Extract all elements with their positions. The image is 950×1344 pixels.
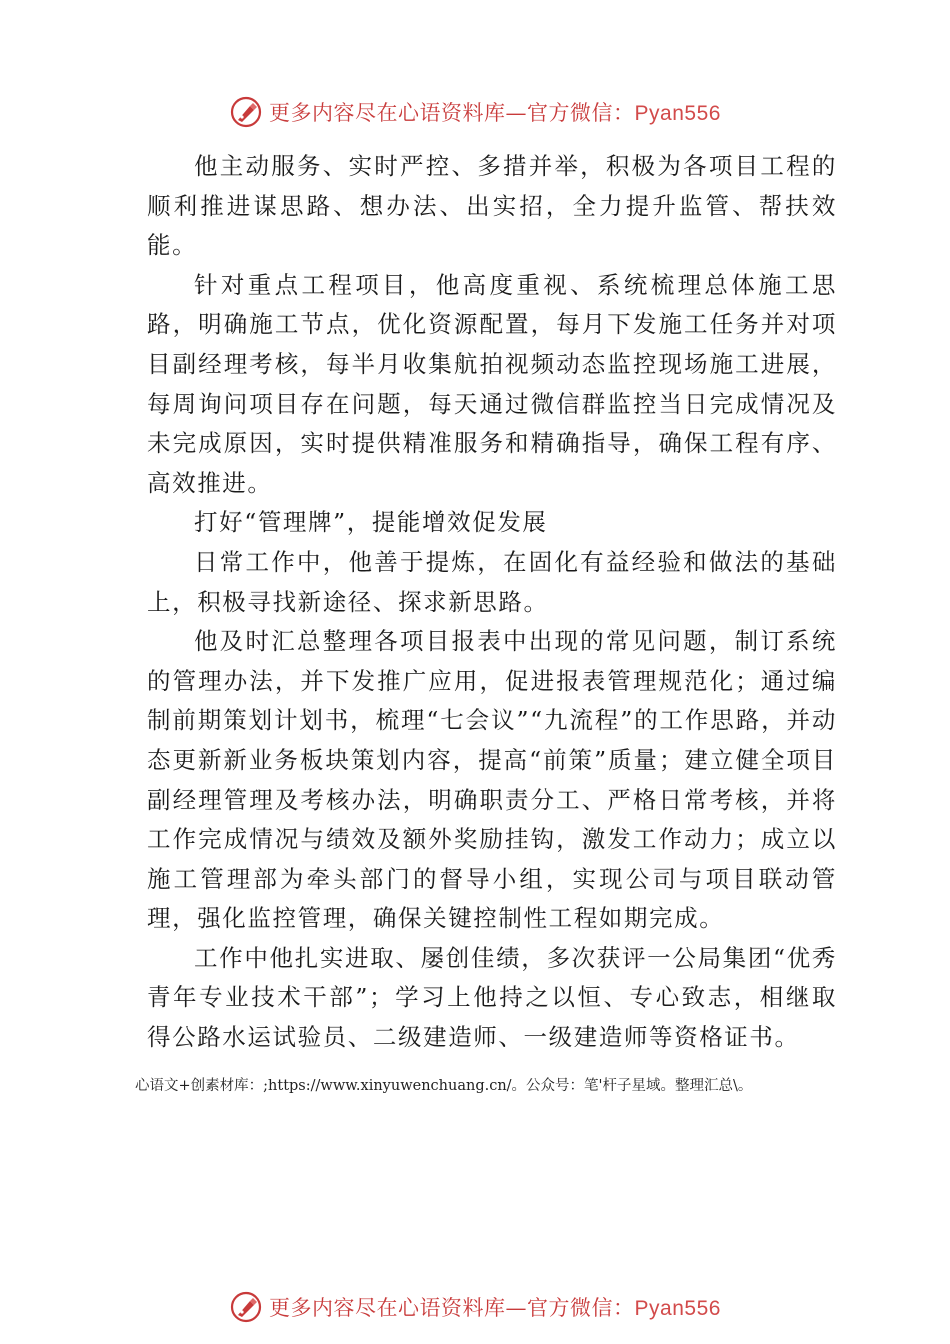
pen-nib-circle-icon xyxy=(229,95,263,129)
watermark-wechat-id: Pyan556 xyxy=(634,1297,721,1320)
watermark-wechat-id: Pyan556 xyxy=(634,102,721,125)
source-note: 心语文+创素材库：;https://www.xinyuwenchuang.cn/。公众号：笔'杆子星域。整理汇总\。 xyxy=(135,1078,753,1094)
paragraph-3: 日常工作中，他善于提炼，在固化有益经验和做法的基础上，积极寻找新途径、探求新思路。 xyxy=(147,547,837,616)
paragraph-1: 他主动服务、实时严控、多措并举，积极为各项目工程的顺利推进谋思路、想办法、出实招，全力提升监管、帮扶效能。 xyxy=(147,152,837,260)
paragraph-4: 他及时汇总整理各项目报表中出现的常见问题，制订系统的管理办法，并下发推广应用，促进报表管理规范化；通过编制前期策划计划书，梳理“七会议”“九流程”的工作思路，并动态更新新业务板块策划内容，提高“前策”质量；建立健全项目副经理管理及考核办法，明确职责分工、严格日常考核，并将工作完成情况与绩效及额外奖励挂钩，激发工作动力；成立以施工管理部为牵头部门的督导小组，实现公司与项目联动管理，强化监控管理，确保关键控制性工程如期完成。 xyxy=(147,627,837,933)
document-body xyxy=(147,147,837,1058)
paragraph-5: 工作中他扎实进取、屡创佳绩，多次获评一公局集团“优秀青年专业技术干部”；学习上他持之以恒、专心致志，相继取得公路水运试验员、二级建造师、一级建造师等资格证书。 xyxy=(147,943,837,1052)
pen-nib-circle-icon xyxy=(229,1290,263,1324)
watermark-brand: 更多内容尽在心语资料库—官方微信： xyxy=(269,101,635,125)
paragraph-2: 针对重点工程项目，他高度重视、系统梳理总体施工思路，明确施工节点，优化资源配置，每月下发施工任务并对项目副经理考核，每半月收集航拍视频动态监控现场施工进展，每周询问项目存在问题，每天通过微信群监控当日完成情况及未完成原因，实时提供精准服务和精确指导，确保工程有序、高效推进。 xyxy=(147,270,837,497)
header-watermark xyxy=(0,92,950,132)
section-heading: 打好“管理牌”，提能增效促发展 xyxy=(194,508,548,537)
footer-watermark xyxy=(0,1287,950,1327)
watermark-brand: 更多内容尽在心语资料库—官方微信： xyxy=(269,1296,635,1320)
watermark-text xyxy=(269,1292,721,1322)
watermark-text xyxy=(269,97,721,127)
